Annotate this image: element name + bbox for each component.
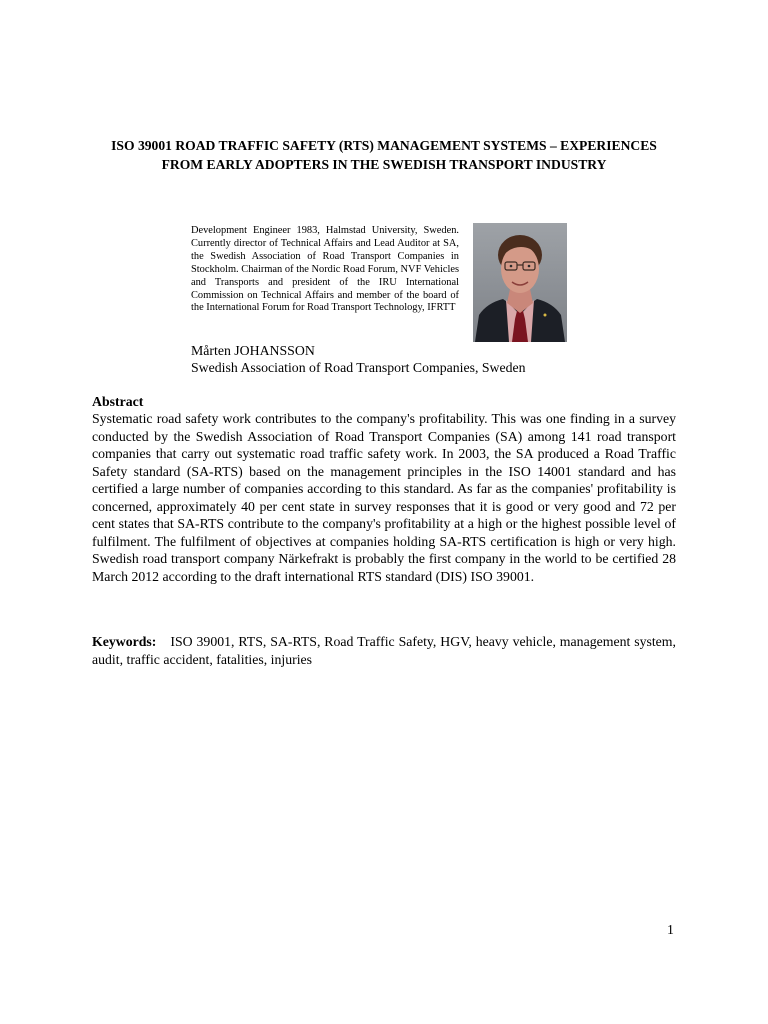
keywords-label: Keywords: <box>92 634 157 649</box>
abstract-body: Systematic road safety work contributes to the company's profitability. This was one finding in a survey conducted by the Swedish Association of Road Transport Companies (SA) among 141 road transport companies that carry out systematic road traffic safety work. In 2003, the SA produced a Road Traffic Safety standard (SA-RTS) based on the management principles in the ISO 14001 standard and has certified a large number of companies according to this standard. As far as the companies' profitability is concerned, approximately 40 per cent state in survey responses that it is good or very good and 72 per cent states that SA-RTS contribute to the company's profitability at a high or the highest possible level of fulfilment. The fulfilment of objectives at companies holding SA-RTS certification is high or very high. Swedish road transport company Närkefrakt is probably the first company in the world to be certified 28 March 2012 according to the draft international RTS standard (DIS) ISO 39001. <box>92 411 676 584</box>
keywords-text: ISO 39001, RTS, SA-RTS, Road Traffic Safety, HGV, heavy vehicle, management system, audit, traffic accident, fatalities, injuries <box>92 634 676 667</box>
author-portrait-image <box>473 223 567 342</box>
author-name: Mårten JOHANSSON <box>191 343 315 358</box>
author-photo <box>473 223 567 342</box>
keywords-section <box>92 633 676 668</box>
page-number: 1 <box>667 922 674 937</box>
paper-title: ISO 39001 ROAD TRAFFIC SAFETY (RTS) MANAGEMENT SYSTEMS – EXPERIENCES FROM EARLY ADOPTERS IN THE SWEDISH TRANSPORT INDUSTRY <box>111 138 657 172</box>
author-affiliation: Swedish Association of Road Transport Companies, Sweden <box>191 360 526 375</box>
author-bio: Development Engineer 1983, Halmstad University, Sweden. Currently director of Technical Affairs and Lead Auditor at SA, the Swedish Association of Road Transport Companies in Stockholm. Chairman of the Nordic Road Forum, NVF Vehicles and Transports and president of the IRU International Commission on Technical Affairs and member of the board of the International Forum for Road Transport Technology, IFRTT <box>191 225 459 314</box>
abstract-heading: Abstract <box>92 394 144 409</box>
